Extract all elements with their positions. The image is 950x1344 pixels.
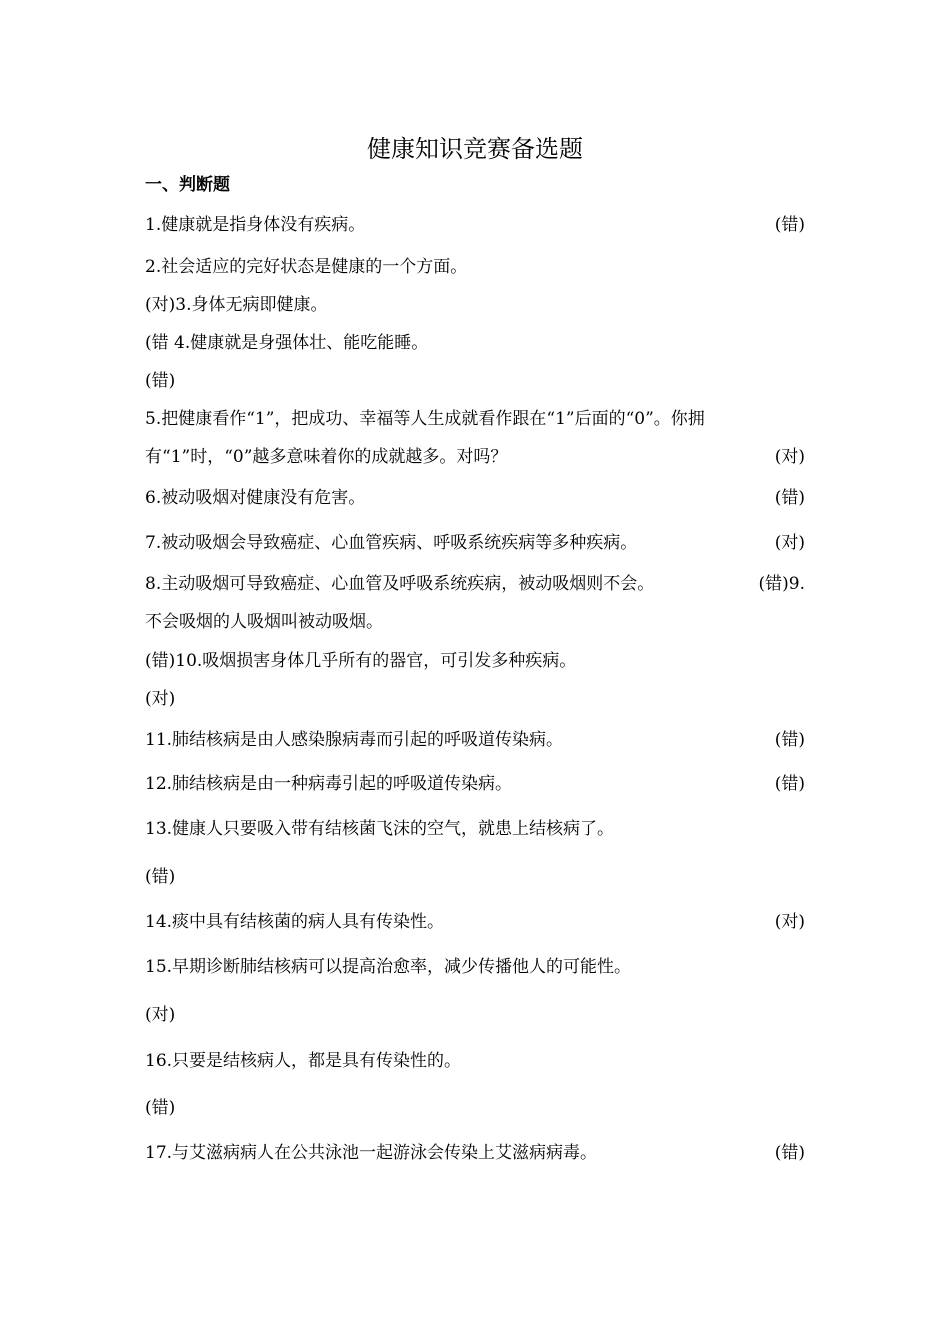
- question-text: (错): [145, 1098, 176, 1118]
- answer-mark: (错): [774, 1143, 805, 1163]
- question-text: (错)10.吸烟损害身体几乎所有的器官，可引发多种疾病。: [145, 651, 577, 671]
- answer-mark: (错): [774, 488, 805, 508]
- question-text: 17.与艾滋病病人在公共泳池一起游泳会传染上艾滋病病毒。: [145, 1143, 598, 1163]
- question-text: (对)3.身体无病即健康。: [145, 295, 328, 315]
- question-text: 15.早期诊断肺结核病可以提高治愈率，减少传播他人的可能性。: [145, 957, 632, 977]
- question-text: 6.被动吸烟对健康没有危害。: [145, 488, 366, 508]
- answer-mark: (对): [774, 912, 805, 932]
- question-text: (对): [145, 1005, 176, 1025]
- question-text: 不会吸烟的人吸烟叫被动吸烟。: [145, 612, 383, 632]
- question-text: 有“1”时，“0”越多意味着你的成就越多。对吗？: [145, 447, 508, 467]
- question-text: 16.只要是结核病人，都是具有传染性的。: [145, 1051, 462, 1071]
- question-text: 12.肺结核病是由一种病毒引起的呼吸道传染病。: [145, 774, 513, 794]
- question-text: 14.痰中具有结核菌的病人具有传染性。: [145, 912, 445, 932]
- question-text: 13.健康人只要吸入带有结核菌飞沫的空气，就患上结核病了。: [145, 819, 615, 839]
- answer-mark: (错): [774, 730, 805, 750]
- question-text: 7.被动吸烟会导致癌症、心血管疾病、呼吸系统疾病等多种疾病。: [145, 533, 638, 553]
- question-text: 5.把健康看作“1”，把成功、幸福等人生成就看作跟在“1”后面的“0”。你拥: [145, 409, 705, 429]
- question-text: 2.社会适应的完好状态是健康的一个方面。: [145, 257, 468, 277]
- question-text: (错): [145, 371, 176, 391]
- question-text: (错 4.健康就是身强体壮、能吃能睡。: [145, 333, 429, 353]
- document-title: 健康知识竞赛备选题: [367, 135, 583, 163]
- answer-mark: (对): [774, 533, 805, 553]
- answer-mark: (错)9.: [758, 574, 805, 594]
- question-text: (对): [145, 689, 176, 709]
- question-text: 1.健康就是指身体没有疾病。: [145, 215, 366, 235]
- question-text: 8.主动吸烟可导致癌症、心血管及呼吸系统疾病，被动吸烟则不会。: [145, 574, 655, 594]
- answer-mark: (错): [774, 215, 805, 235]
- answer-mark: (对): [774, 447, 805, 467]
- question-text: (错): [145, 867, 176, 887]
- section-heading: 一、判断题: [145, 175, 230, 195]
- answer-mark: (错): [774, 774, 805, 794]
- question-text: 11.肺结核病是由人感染腺病毒而引起的呼吸道传染病。: [145, 730, 564, 750]
